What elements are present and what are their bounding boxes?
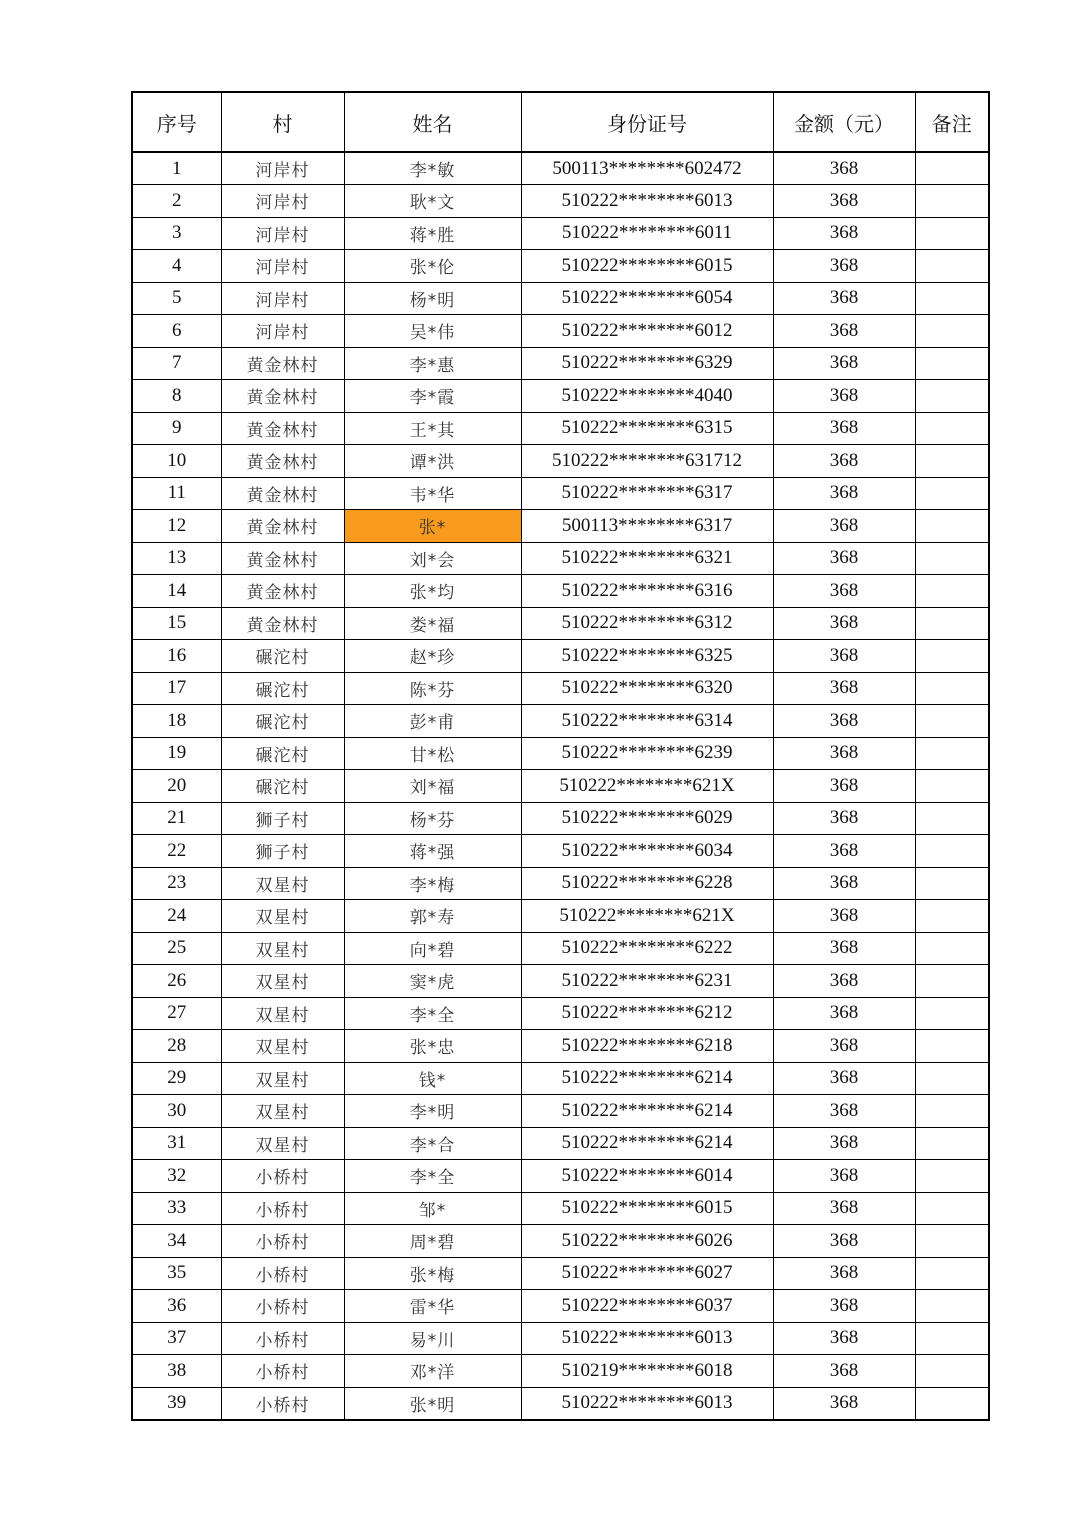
cell-no: 8 <box>132 380 221 413</box>
table-row <box>132 1160 989 1193</box>
cell-name: 刘*会 <box>344 542 521 575</box>
cell-name: 雷*华 <box>344 1290 521 1323</box>
cell-village: 双星村 <box>221 1030 344 1063</box>
cell-id-number: 510222********6214 <box>521 1127 773 1160</box>
cell-no: 2 <box>132 185 221 218</box>
cell-no: 37 <box>132 1322 221 1355</box>
cell-no: 22 <box>132 835 221 868</box>
cell-village: 小桥村 <box>221 1387 344 1420</box>
cell-amount: 368 <box>773 672 915 705</box>
cell-note <box>915 380 989 413</box>
cell-id-number: 510222********6015 <box>521 1192 773 1225</box>
cell-amount: 368 <box>773 315 915 348</box>
cell-note <box>915 835 989 868</box>
cell-no: 18 <box>132 705 221 738</box>
cell-name: 王*其 <box>344 412 521 445</box>
cell-village: 小桥村 <box>221 1290 344 1323</box>
table-row <box>132 672 989 705</box>
cell-village: 碾沱村 <box>221 640 344 673</box>
cell-id-number: 510222********6218 <box>521 1030 773 1063</box>
table-row <box>132 1355 989 1388</box>
cell-village: 河岸村 <box>221 250 344 283</box>
cell-note <box>915 1290 989 1323</box>
cell-name: 李*霞 <box>344 380 521 413</box>
cell-id-number: 510222********6054 <box>521 282 773 315</box>
cell-village: 河岸村 <box>221 185 344 218</box>
cell-note <box>915 737 989 770</box>
table-row <box>132 347 989 380</box>
cell-amount: 368 <box>773 997 915 1030</box>
cell-no: 19 <box>132 737 221 770</box>
cell-id-number: 510222********4040 <box>521 380 773 413</box>
cell-amount: 368 <box>773 1030 915 1063</box>
cell-village: 碾沱村 <box>221 737 344 770</box>
table-row <box>132 867 989 900</box>
cell-id-number: 510222********6228 <box>521 867 773 900</box>
cell-note <box>915 1322 989 1355</box>
cell-village: 黄金林村 <box>221 412 344 445</box>
header-amount: 金额（元） <box>773 92 915 152</box>
cell-amount: 368 <box>773 705 915 738</box>
cell-id-number: 510222********6029 <box>521 802 773 835</box>
cell-no: 14 <box>132 575 221 608</box>
header-village: 村 <box>221 92 344 152</box>
cell-id-number: 510222********6315 <box>521 412 773 445</box>
table-row <box>132 835 989 868</box>
cell-id-number: 510222********621X <box>521 900 773 933</box>
cell-amount: 368 <box>773 282 915 315</box>
cell-name: 李*全 <box>344 997 521 1030</box>
table-row <box>132 477 989 510</box>
cell-id-number: 510222********6014 <box>521 1160 773 1193</box>
cell-note <box>915 1160 989 1193</box>
cell-no: 38 <box>132 1355 221 1388</box>
cell-no: 28 <box>132 1030 221 1063</box>
table-row <box>132 412 989 445</box>
cell-id-number: 510222********6320 <box>521 672 773 705</box>
cell-id-number: 510222********6316 <box>521 575 773 608</box>
cell-id-number: 510222********6314 <box>521 705 773 738</box>
table-row <box>132 1127 989 1160</box>
cell-note <box>915 1355 989 1388</box>
cell-note <box>915 705 989 738</box>
table-row <box>132 542 989 575</box>
cell-note <box>915 282 989 315</box>
cell-note <box>915 542 989 575</box>
cell-id-number: 510222********6013 <box>521 1322 773 1355</box>
table-row <box>132 250 989 283</box>
cell-amount: 368 <box>773 1160 915 1193</box>
cell-note <box>915 412 989 445</box>
cell-no: 35 <box>132 1257 221 1290</box>
cell-amount: 368 <box>773 1225 915 1258</box>
table-row <box>132 1030 989 1063</box>
table-row <box>132 965 989 998</box>
cell-amount: 368 <box>773 185 915 218</box>
cell-name: 张*伦 <box>344 250 521 283</box>
cell-name: 韦*华 <box>344 477 521 510</box>
cell-id-number: 510222********6329 <box>521 347 773 380</box>
cell-no: 23 <box>132 867 221 900</box>
cell-amount: 368 <box>773 737 915 770</box>
cell-note <box>915 965 989 998</box>
cell-no: 33 <box>132 1192 221 1225</box>
cell-no: 3 <box>132 217 221 250</box>
table-row <box>132 575 989 608</box>
cell-no: 4 <box>132 250 221 283</box>
cell-name: 赵*珍 <box>344 640 521 673</box>
cell-no: 11 <box>132 477 221 510</box>
cell-village: 小桥村 <box>221 1257 344 1290</box>
cell-village: 黄金林村 <box>221 347 344 380</box>
cell-note <box>915 932 989 965</box>
cell-no: 5 <box>132 282 221 315</box>
cell-id-number: 510222********6027 <box>521 1257 773 1290</box>
cell-no: 27 <box>132 997 221 1030</box>
cell-amount: 368 <box>773 1355 915 1388</box>
cell-amount: 368 <box>773 1387 915 1420</box>
cell-village: 河岸村 <box>221 152 344 185</box>
cell-name: 杨*芬 <box>344 802 521 835</box>
table-row <box>132 900 989 933</box>
cell-name: 易*川 <box>344 1322 521 1355</box>
cell-village: 双星村 <box>221 997 344 1030</box>
cell-id-number: 510222********6013 <box>521 185 773 218</box>
cell-id-number: 510222********6214 <box>521 1062 773 1095</box>
cell-name: 李*全 <box>344 1160 521 1193</box>
cell-village: 双星村 <box>221 900 344 933</box>
cell-no: 6 <box>132 315 221 348</box>
cell-note <box>915 1387 989 1420</box>
cell-amount: 368 <box>773 965 915 998</box>
cell-note <box>915 900 989 933</box>
cell-amount: 368 <box>773 640 915 673</box>
cell-id-number: 510222********6012 <box>521 315 773 348</box>
cell-village: 黄金林村 <box>221 380 344 413</box>
cell-note <box>915 510 989 543</box>
cell-name: 李*敏 <box>344 152 521 185</box>
table-row <box>132 380 989 413</box>
cell-village: 小桥村 <box>221 1225 344 1258</box>
cell-name: 娄*福 <box>344 607 521 640</box>
cell-name: 邓*洋 <box>344 1355 521 1388</box>
table-row <box>132 185 989 218</box>
table-row <box>132 510 989 543</box>
cell-no: 24 <box>132 900 221 933</box>
cell-village: 黄金林村 <box>221 542 344 575</box>
cell-village: 河岸村 <box>221 315 344 348</box>
cell-id-number: 510222********6013 <box>521 1387 773 1420</box>
cell-amount: 368 <box>773 477 915 510</box>
cell-note <box>915 1095 989 1128</box>
table-row <box>132 1062 989 1095</box>
cell-name: 耿*文 <box>344 185 521 218</box>
cell-amount: 368 <box>773 867 915 900</box>
cell-amount: 368 <box>773 510 915 543</box>
cell-no: 31 <box>132 1127 221 1160</box>
cell-no: 25 <box>132 932 221 965</box>
cell-amount: 368 <box>773 1095 915 1128</box>
table-row <box>132 1192 989 1225</box>
table-row <box>132 737 989 770</box>
cell-village: 双星村 <box>221 1062 344 1095</box>
cell-name: 陈*芬 <box>344 672 521 705</box>
cell-id-number: 510222********6034 <box>521 835 773 868</box>
cell-village: 小桥村 <box>221 1192 344 1225</box>
cell-village: 双星村 <box>221 932 344 965</box>
cell-note <box>915 152 989 185</box>
header-name: 姓名 <box>344 92 521 152</box>
cell-no: 10 <box>132 445 221 478</box>
cell-name: 张*忠 <box>344 1030 521 1063</box>
cell-note <box>915 315 989 348</box>
table-row <box>132 1225 989 1258</box>
cell-no: 29 <box>132 1062 221 1095</box>
cell-village: 黄金林村 <box>221 510 344 543</box>
cell-note <box>915 1062 989 1095</box>
cell-village: 碾沱村 <box>221 770 344 803</box>
table-row <box>132 997 989 1030</box>
cell-note <box>915 185 989 218</box>
cell-id-number: 510222********6222 <box>521 932 773 965</box>
cell-note <box>915 1030 989 1063</box>
cell-name: 蒋*胜 <box>344 217 521 250</box>
cell-amount: 368 <box>773 412 915 445</box>
cell-amount: 368 <box>773 1062 915 1095</box>
cell-id-number: 510222********631712 <box>521 445 773 478</box>
cell-id-number: 510222********6312 <box>521 607 773 640</box>
cell-amount: 368 <box>773 900 915 933</box>
cell-note <box>915 770 989 803</box>
cell-no: 15 <box>132 607 221 640</box>
cell-name: 李*惠 <box>344 347 521 380</box>
table-row <box>132 1257 989 1290</box>
cell-amount: 368 <box>773 835 915 868</box>
cell-id-number: 510222********6212 <box>521 997 773 1030</box>
cell-no: 17 <box>132 672 221 705</box>
cell-amount: 368 <box>773 1127 915 1160</box>
cell-name: 蒋*强 <box>344 835 521 868</box>
cell-id-number: 510222********6231 <box>521 965 773 998</box>
cell-id-number: 510222********6015 <box>521 250 773 283</box>
table-row <box>132 152 989 185</box>
cell-id-number: 510222********621X <box>521 770 773 803</box>
cell-village: 河岸村 <box>221 217 344 250</box>
cell-note <box>915 607 989 640</box>
cell-amount: 368 <box>773 217 915 250</box>
cell-name: 张*梅 <box>344 1257 521 1290</box>
cell-village: 小桥村 <box>221 1322 344 1355</box>
cell-note <box>915 1127 989 1160</box>
table-row <box>132 282 989 315</box>
header-row <box>132 92 989 152</box>
cell-id-number: 510222********6321 <box>521 542 773 575</box>
cell-note <box>915 1192 989 1225</box>
table-body <box>132 152 989 1420</box>
cell-village: 黄金林村 <box>221 607 344 640</box>
cell-note <box>915 477 989 510</box>
cell-no: 39 <box>132 1387 221 1420</box>
cell-id-number: 500113********602472 <box>521 152 773 185</box>
cell-no: 21 <box>132 802 221 835</box>
cell-note <box>915 640 989 673</box>
cell-name: 甘*松 <box>344 737 521 770</box>
cell-no: 26 <box>132 965 221 998</box>
cell-village: 黄金林村 <box>221 445 344 478</box>
cell-village: 双星村 <box>221 1095 344 1128</box>
table-row <box>132 1290 989 1323</box>
cell-name: 向*碧 <box>344 932 521 965</box>
cell-note <box>915 1225 989 1258</box>
cell-name: 吴*伟 <box>344 315 521 348</box>
cell-no: 1 <box>132 152 221 185</box>
cell-village: 碾沱村 <box>221 705 344 738</box>
header-no: 序号 <box>132 92 221 152</box>
cell-village: 双星村 <box>221 867 344 900</box>
cell-village: 双星村 <box>221 1127 344 1160</box>
cell-amount: 368 <box>773 445 915 478</box>
cell-note <box>915 802 989 835</box>
cell-id-number: 510219********6018 <box>521 1355 773 1388</box>
cell-no: 7 <box>132 347 221 380</box>
cell-name: 谭*洪 <box>344 445 521 478</box>
cell-amount: 368 <box>773 575 915 608</box>
cell-note <box>915 445 989 478</box>
cell-village: 黄金林村 <box>221 477 344 510</box>
cell-name: 李*合 <box>344 1127 521 1160</box>
cell-amount: 368 <box>773 380 915 413</box>
cell-id-number: 510222********6239 <box>521 737 773 770</box>
cell-village: 狮子村 <box>221 802 344 835</box>
cell-name: 钱* <box>344 1062 521 1095</box>
cell-amount: 368 <box>773 802 915 835</box>
cell-village: 碾沱村 <box>221 672 344 705</box>
cell-no: 9 <box>132 412 221 445</box>
cell-village: 小桥村 <box>221 1355 344 1388</box>
cell-no: 12 <box>132 510 221 543</box>
cell-no: 20 <box>132 770 221 803</box>
cell-note <box>915 672 989 705</box>
cell-note <box>915 250 989 283</box>
cell-amount: 368 <box>773 1192 915 1225</box>
cell-village: 河岸村 <box>221 282 344 315</box>
cell-name: 刘*福 <box>344 770 521 803</box>
cell-id-number: 510222********6037 <box>521 1290 773 1323</box>
cell-note <box>915 575 989 608</box>
cell-name: 张* <box>344 510 521 543</box>
cell-id-number: 510222********6026 <box>521 1225 773 1258</box>
cell-no: 36 <box>132 1290 221 1323</box>
cell-name: 周*碧 <box>344 1225 521 1258</box>
subsidy-roster-table <box>131 91 990 1421</box>
table-row <box>132 1387 989 1420</box>
cell-name: 郭*寿 <box>344 900 521 933</box>
table-row <box>132 802 989 835</box>
cell-village: 小桥村 <box>221 1160 344 1193</box>
cell-name: 李*梅 <box>344 867 521 900</box>
cell-amount: 368 <box>773 1257 915 1290</box>
header-note: 备注 <box>915 92 989 152</box>
cell-village: 双星村 <box>221 965 344 998</box>
cell-village: 黄金林村 <box>221 575 344 608</box>
cell-no: 34 <box>132 1225 221 1258</box>
table-row <box>132 770 989 803</box>
cell-amount: 368 <box>773 347 915 380</box>
cell-note <box>915 217 989 250</box>
cell-id-number: 510222********6325 <box>521 640 773 673</box>
table-row <box>132 1095 989 1128</box>
cell-amount: 368 <box>773 152 915 185</box>
cell-note <box>915 867 989 900</box>
table-row <box>132 315 989 348</box>
cell-no: 32 <box>132 1160 221 1193</box>
cell-village: 狮子村 <box>221 835 344 868</box>
table-row <box>132 705 989 738</box>
cell-amount: 368 <box>773 607 915 640</box>
cell-id-number: 510222********6011 <box>521 217 773 250</box>
cell-amount: 368 <box>773 1290 915 1323</box>
cell-id-number: 500113********6317 <box>521 510 773 543</box>
cell-note <box>915 347 989 380</box>
table-row <box>132 217 989 250</box>
cell-amount: 368 <box>773 542 915 575</box>
cell-name: 张*均 <box>344 575 521 608</box>
cell-name: 邹* <box>344 1192 521 1225</box>
cell-id-number: 510222********6317 <box>521 477 773 510</box>
cell-note <box>915 997 989 1030</box>
cell-name: 李*明 <box>344 1095 521 1128</box>
cell-id-number: 510222********6214 <box>521 1095 773 1128</box>
cell-name: 杨*明 <box>344 282 521 315</box>
cell-note <box>915 1257 989 1290</box>
cell-amount: 368 <box>773 250 915 283</box>
header-id-number: 身份证号 <box>521 92 773 152</box>
cell-amount: 368 <box>773 1322 915 1355</box>
table-row <box>132 607 989 640</box>
table-row <box>132 640 989 673</box>
cell-no: 13 <box>132 542 221 575</box>
cell-no: 30 <box>132 1095 221 1128</box>
table-row <box>132 445 989 478</box>
cell-name: 窦*虎 <box>344 965 521 998</box>
table-row <box>132 932 989 965</box>
table-row <box>132 1322 989 1355</box>
cell-amount: 368 <box>773 770 915 803</box>
cell-no: 16 <box>132 640 221 673</box>
cell-name: 张*明 <box>344 1387 521 1420</box>
cell-name: 彭*甫 <box>344 705 521 738</box>
cell-amount: 368 <box>773 932 915 965</box>
